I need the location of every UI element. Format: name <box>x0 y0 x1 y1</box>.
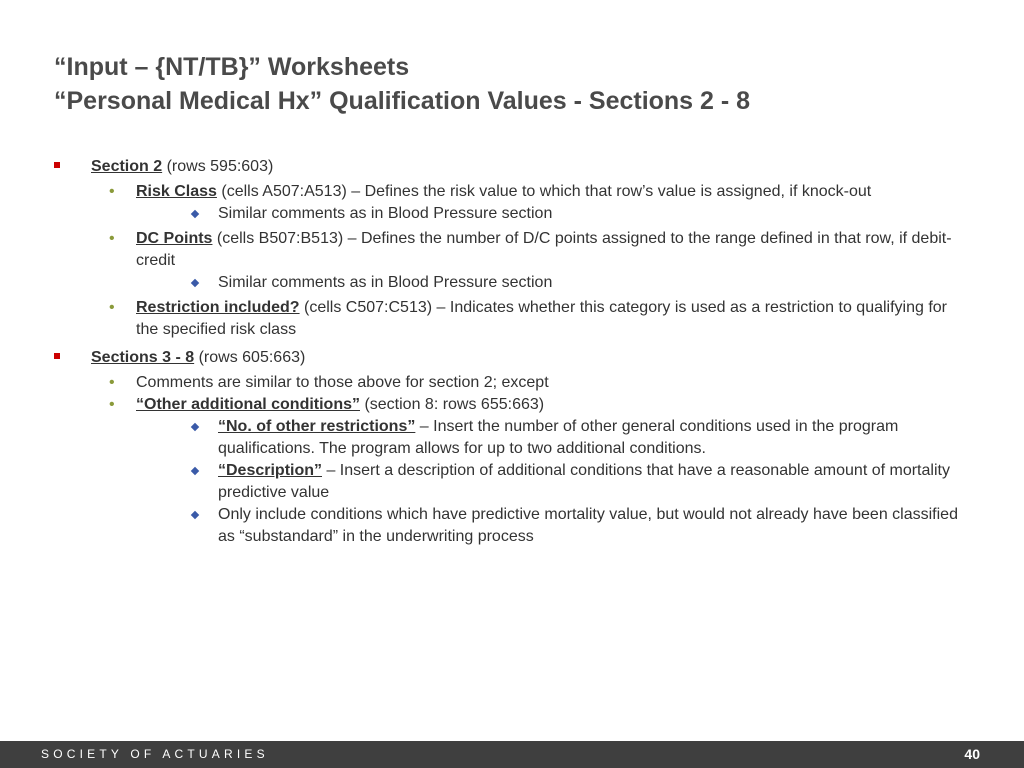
no-of-restrictions-text: – Insert the number of other general conditions used in the program qualifications. The program allows for up to two additional conditions. <box>218 418 899 457</box>
page-number: 40 <box>964 746 980 762</box>
sections-3-8-rows: (rows 605:663) <box>194 349 306 366</box>
section-2-bullet <box>54 156 966 341</box>
other-conditions-text: (section 8: rows 655:663) <box>360 396 545 413</box>
title-line-1: “Input – {NT/TB}” Worksheets <box>54 53 410 81</box>
square-bullet-icon <box>54 353 60 359</box>
dc-points-text: (cells B507:B513) – Defines the number of D/C points assigned to the range defined in that row, if debit-credit <box>136 230 952 269</box>
dc-points-sub-text: Similar comments as in Blood Pressure section <box>218 274 553 291</box>
description-text: – Insert a description of additional conditions that have a reasonable amount of mortality predictive value <box>218 462 950 501</box>
no-of-restrictions-label: “No. of other restrictions” <box>218 418 416 435</box>
dc-points-sub-bullet <box>91 272 966 294</box>
other-conditions-label: “Other additional conditions” <box>136 396 360 413</box>
comments-similar-text: Comments are similar to those above for section 2; except <box>136 374 549 391</box>
description-bullet <box>91 460 966 504</box>
dot-bullet-icon: • <box>109 230 115 247</box>
section-2-rows: (rows 595:603) <box>162 158 274 175</box>
risk-class-sub-text: Similar comments as in Blood Pressure section <box>218 205 553 222</box>
dot-bullet-icon: • <box>109 396 115 413</box>
restriction-included-text: (cells C507:C513) – Indicates whether this category is used as a restriction to qualifying for the specified risk class <box>136 299 948 338</box>
dc-points-bullet <box>91 228 966 272</box>
risk-class-label: Risk Class <box>136 183 217 200</box>
dot-bullet-icon: • <box>109 374 115 391</box>
dot-bullet-icon: • <box>109 299 115 316</box>
section-2-heading: Section 2 <box>91 158 163 175</box>
only-include-text: Only include conditions which have predictive mortality value, but would not already have been classified as “substandard” in the underwriting process <box>218 506 958 545</box>
risk-class-sub-bullet <box>91 203 966 225</box>
risk-class-text: (cells A507:A513) – Defines the risk value to which that row’s value is assigned, if knock-out <box>216 183 872 200</box>
restriction-included-label: Restriction included? <box>136 299 300 316</box>
dc-points-label: DC Points <box>136 230 213 247</box>
restriction-included-bullet <box>91 297 966 341</box>
slide-content <box>54 156 966 554</box>
sections-3-8-heading: Sections 3 - 8 <box>91 349 195 366</box>
risk-class-bullet <box>91 181 966 203</box>
sections-3-8-bullet <box>54 347 966 548</box>
only-include-bullet <box>91 504 966 548</box>
no-of-restrictions-bullet <box>91 416 966 460</box>
square-bullet-icon <box>54 162 60 168</box>
comments-similar-bullet <box>91 372 966 394</box>
title-line-2: “Personal Medical Hx” Qualification Values - Sections 2 - 8 <box>54 87 751 115</box>
slide-title <box>54 50 750 118</box>
footer-bar <box>0 741 1024 768</box>
description-label: “Description” <box>218 462 323 479</box>
society-of-actuaries-logo: SOCIETY OF ACTUARIES <box>41 747 269 761</box>
dot-bullet-icon: • <box>109 183 115 200</box>
other-conditions-bullet <box>91 394 966 416</box>
